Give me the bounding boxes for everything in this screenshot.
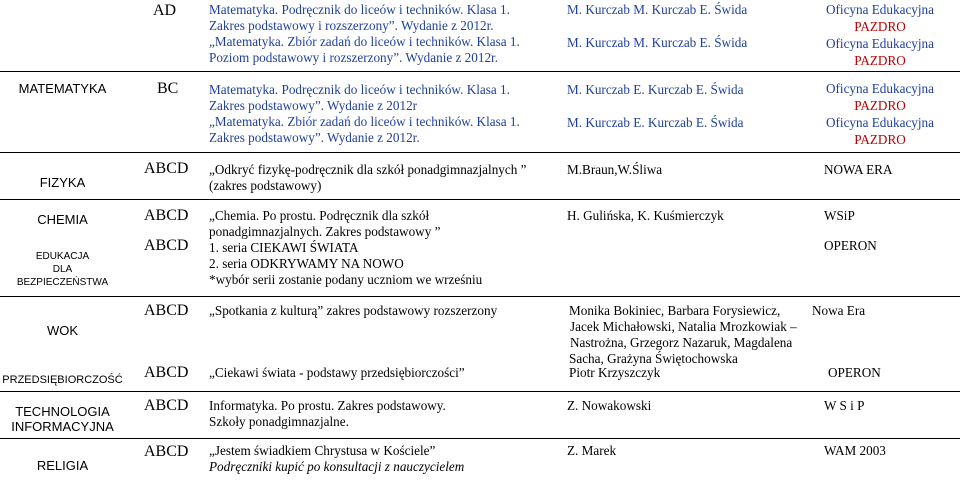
row-divider [0,391,960,392]
publisher-sub: PAZDRO [854,98,906,113]
publisher-name: Oficyna Edukacyjna [825,36,935,51]
subject-label: WOK [46,323,79,338]
textbook-title: „Ciekawi świata - podstawy przedsiębiorczości” [209,365,465,380]
authors: Z. Marek [567,443,617,458]
authors: Z. Nowakowski [567,398,652,413]
level-label: ABCD [144,160,189,177]
row-divider [0,296,960,297]
publisher-sub: PAZDRO [854,19,906,34]
title-line: Poziom podstawowy i rozszerzony”. Wydanie z 2012r. [209,50,499,65]
textbook-title [209,398,446,430]
level-label: BC [157,80,179,97]
publisher: WAM 2003 [824,443,886,458]
publisher-name: Oficyna Edukacyjna [825,2,935,17]
authors: M. Kurczab M. Kurczab E. Świda [567,2,748,17]
level-label: ABCD [144,302,189,319]
row-divider [0,71,960,72]
author-line: Sacha, Grażyna Świętochowska [569,351,738,366]
level-label: ABCD [144,364,189,381]
subject-label: MATEMATYKA [18,81,107,96]
textbook-title: „Spotkania z kulturą” zakres podstawowy rozszerzony [209,303,498,318]
title-line: Matematyka. Podręcznik do liceów i techników. Klasa 1. [209,2,510,17]
subject-line: INFORMACYJNA [11,419,114,434]
publisher-sub: PAZDRO [854,132,906,147]
author-line: Nastrożna, Grzegorz Nazaruk, Magdalena [570,335,793,350]
title-line: „Chemia. Po prostu. Podręcznik dla szkół [209,208,430,223]
authors [569,303,797,367]
publisher: OPERON [824,238,877,253]
publisher-name: Oficyna Edukacyjna [825,115,935,130]
authors: Piotr Krzyszczyk [569,365,661,380]
title-line: Matematyka. Podręcznik do liceów i techników. Klasa 1. [209,82,510,97]
row-divider [0,438,960,439]
author-line: Jacek Michałowski, Natalia Mrozkowiak – [570,319,797,334]
authors: M.Braun,W.Śliwa [567,162,663,177]
title-line: (zakres podstawowy) [209,178,322,193]
subject-label: RELIGIA [36,458,89,473]
author-line: Monika Bokiniec, Barbara Forysiewicz, [569,303,781,318]
subject-line: TECHNOLOGIA [15,404,110,419]
publisher-name: Oficyna Edukacyjna [825,81,935,96]
title-line: *wybór serii zostanie podany uczniom we wrześniu [209,272,483,287]
subject-label: CHEMIA [37,212,88,227]
textbook-title [209,2,520,66]
row-divider [0,152,960,153]
title-line: „Matematyka. Zbiór zadań do liceów i techników. Klasa 1. [209,34,520,49]
title-line: Zakres podstawowy”. Wydanie z 2012r. [209,130,420,145]
title-line: 2. seria ODKRYWAMY NA NOWO [209,256,404,271]
title-line: ponadgimnazjalnych. Zakres podstawowy ” [209,224,441,239]
textbook-title [209,82,520,146]
publisher: OPERON [828,365,881,380]
textbook-title [209,240,482,288]
subject-line: EDUKACJA [35,251,90,262]
subject-label: PRZEDSIĘBIORCZOŚĆ [2,374,123,386]
subject-line: DLA [52,264,73,275]
authors: M. Kurczab M. Kurczab E. Świda [567,35,748,50]
title-line: Zakres podstawowy i rozszerzony”. Wydanie z 2012r. [209,18,494,33]
note-text: Podręczniki kupić po konsultacji z nauczycielem [209,459,465,474]
publisher: NOWA ERA [824,162,893,177]
subject-label [0,404,125,434]
level-label: AD [153,2,177,19]
subject-label [0,250,125,289]
title-line: Informatyka. Po prostu. Zakres podstawowy. [209,398,446,413]
textbook-title [209,443,464,475]
title-line: „Jestem świadkiem Chrystusa w Kościele” [209,443,436,458]
authors: M. Kurczab E. Kurczab E. Świda [567,82,744,97]
authors: H. Gulińska, K. Kuśmierczyk [567,208,724,223]
level-label: ABCD [144,207,189,224]
purchase-note [209,459,464,475]
authors: M. Kurczab E. Kurczab E. Świda [567,115,744,130]
level-label: ABCD [144,443,189,460]
subject-line: BEZPIECZEŃSTWA [16,277,109,288]
title-line: Szkoły ponadgimnazjalne. [209,414,349,429]
level-label: ABCD [144,237,189,254]
publisher-sub: PAZDRO [854,53,906,68]
level-label: ABCD [144,397,189,414]
textbook-title [209,162,526,194]
row-divider [0,199,960,200]
subject-label: FIZYKA [39,175,86,190]
publisher: W S i P [824,398,865,413]
title-line: Zakres podstawowy”. Wydanie z 2012r [209,98,418,113]
publisher: Nowa Era [812,303,866,318]
publisher [800,80,960,148]
publisher: WSiP [824,208,855,223]
textbook-title [209,208,440,240]
publisher [800,1,960,69]
title-line: „Matematyka. Zbiór zadań do liceów i techników. Klasa 1. [209,114,520,129]
title-line: „Odkryć fizykę-podręcznik dla szkół ponadgimnazjalnych ” [209,162,527,177]
title-line: 1. seria CIEKAWI ŚWIATA [209,240,359,255]
